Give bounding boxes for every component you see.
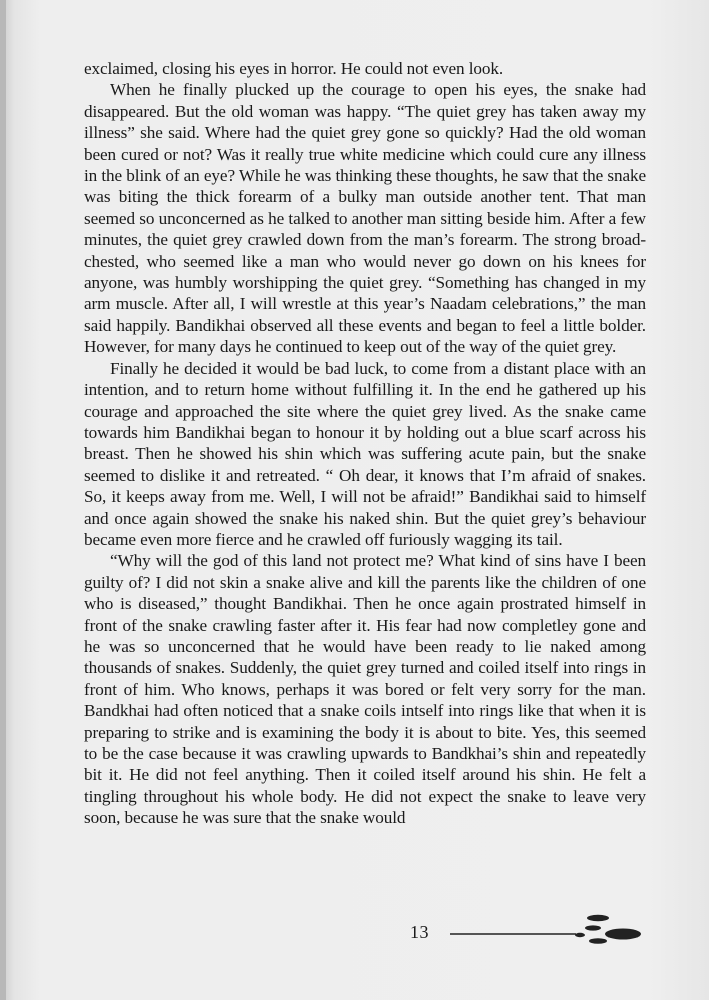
body-text [84,58,646,829]
paragraph-4: “Why will the god of this land not protect me? What kind of sins have I been guilty of? I did not skin a snake alive and kill the parents like the children of one who is diseased,” thought Bandikhai. Then he once again prostrated himself in front of the snake crawling faster after it. His fear had now completley gone and he was so unconcerned that he would have been ready to lie naked among thousands of snakes. Suddenly, the quiet grey turned and coiled itself into rings in front of him. Who knows, perhaps it was bored or felt very sorry for the man. Bandkhai had often noticed that a snake coils intself into rings like that when it is preparing to strike and is examining the body it is about to bite. Yes, this seemed to be the case because it was crawling upwards to Bandkhai’s shin and repeatedly bit it. He did not feel anything. Then it coiled itself around his shin. He felt a tingling throughout his whole body. He did not expect the snake to leave very soon, because he was sure that the snake would [84,551,646,828]
page-binding-edge [0,0,6,1000]
page-number: 13 [410,922,429,942]
paragraph-3: Finally he decided it would be bad luck, to come from a distant place with an intention, and to return home without fulfilling it. In the end he gathered up his courage and approached the site where the quiet grey lived. As the snake came towards him Bandikhai began to honour it by holding out a blue scarf across his breast. Then he showed his shin which was suffering acute pain, but the snake seemed to dislike it and retreated. “ Oh dear, it knows that I’m afraid of snakes. So, it keeps away from me. Well, I will not be afraid!” Bandikhai said to himself and once again showed the snake his naked shin. But the quiet grey’s behaviour became even more fierce and he crawled off furiously wagging its tail. [84,358,646,549]
page-footer [0,912,709,952]
page-number-ornament-icon [448,912,648,948]
paragraph-1: exclaimed, closing his eyes in horror. He could not even look. [84,59,504,78]
paragraph-2: When he finally plucked up the courage to open his eyes, the snake had disappeared. But the old woman was happy. “The quiet grey has taken away my illness” she said. Where had the quiet grey gone so quickly? Had the old woman been cured or not? Was it really true white medicine which could cure any illness in the blink of an eye? While he was thinking these thoughts, he saw that the snake was biting the thick forearm of a bulky man outside another tent. That man seemed so unconcerned as he talked to another man sitting beside him. After a few minutes, the quiet grey crawled down from the man’s forearm. The strong broad-chested, who seemed like a man who would never go down on his knees for anyone, was humbly worshipping the quiet grey. “Something has changed in my arm muscle. After all, I will wrestle at this year’s Naadam celebrations,” the man said happily. Bandikhai observed all these events and began to feel a little bolder. However, for many days he continued to keep out of the way of the quiet grey. [84,80,646,357]
